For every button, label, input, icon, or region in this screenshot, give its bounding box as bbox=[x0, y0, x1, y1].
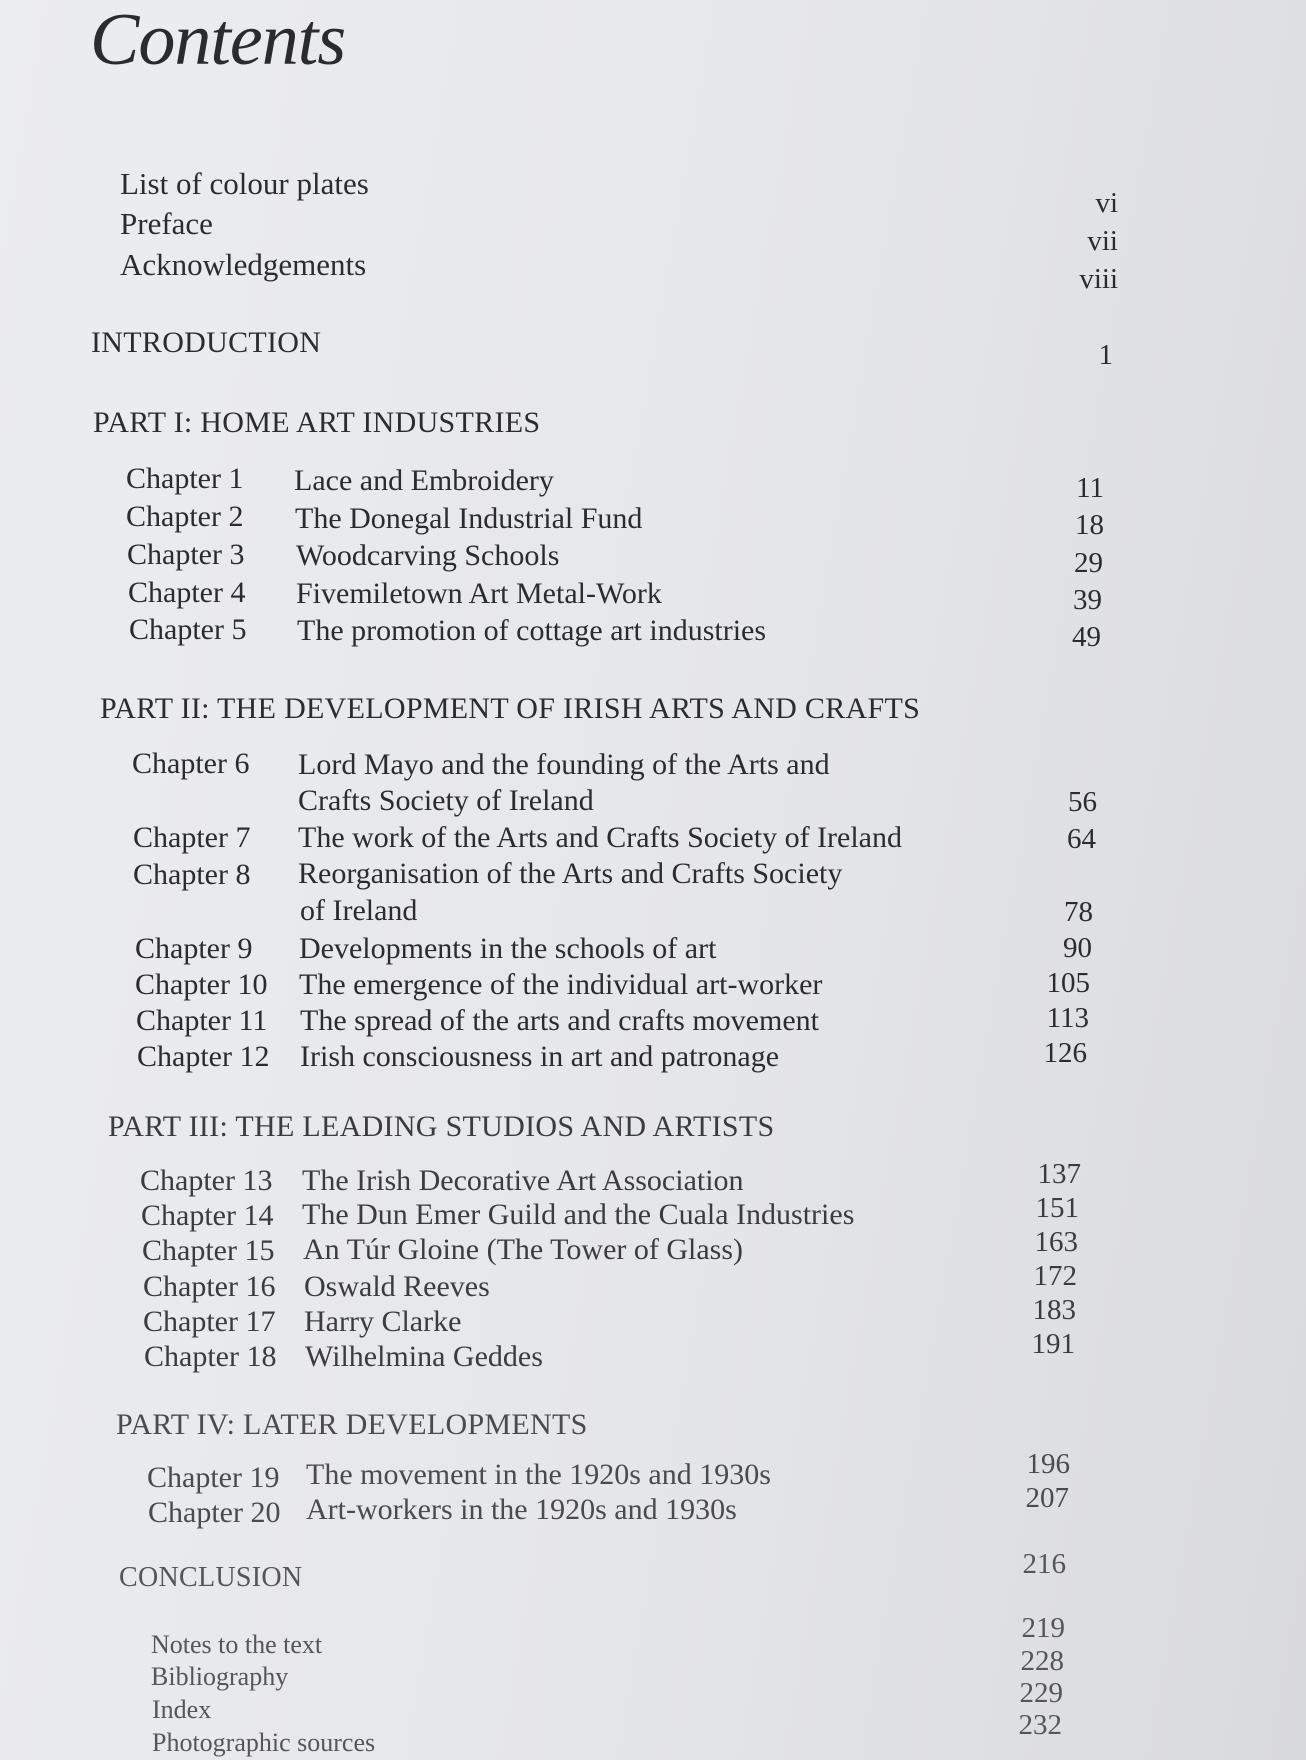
chapter-title: Woodcarving Schools bbox=[296, 539, 560, 572]
chapter-number: Chapter 3 bbox=[127, 538, 245, 571]
chapter-title: The movement in the 1920s and 1930s bbox=[306, 1458, 771, 1491]
toc-page-number: 228 bbox=[1020, 1645, 1064, 1677]
toc-page-number: 183 bbox=[1032, 1294, 1076, 1326]
toc-page-number: 151 bbox=[1035, 1192, 1079, 1224]
toc-entry-acknowledgements: Acknowledgements bbox=[120, 247, 367, 282]
toc-entry-preface: Preface bbox=[120, 206, 213, 241]
chapter-number: Chapter 1 bbox=[126, 462, 244, 495]
toc-page-number: 29 bbox=[1074, 547, 1103, 579]
part-heading: PART IV: LATER DEVELOPMENTS bbox=[116, 1408, 588, 1441]
chapter-title: The spread of the arts and crafts movement bbox=[300, 1004, 819, 1037]
toc-page-number: 90 bbox=[1063, 932, 1092, 964]
chapter-title: The promotion of cottage art industries bbox=[297, 614, 767, 647]
chapter-title: The work of the Arts and Crafts Society of Ireland bbox=[298, 821, 902, 854]
chapter-number: Chapter 10 bbox=[135, 968, 268, 1001]
toc-page-number: 18 bbox=[1075, 509, 1104, 541]
toc-page-number: 11 bbox=[1076, 472, 1104, 504]
toc-page-number: 196 bbox=[1026, 1448, 1070, 1480]
chapter-number: Chapter 5 bbox=[129, 613, 247, 646]
chapter-title-line2: Crafts Society of Ireland bbox=[298, 784, 594, 817]
chapter-number: Chapter 2 bbox=[126, 500, 244, 533]
toc-entry-notes: Notes to the text bbox=[151, 1630, 323, 1659]
chapter-number: Chapter 12 bbox=[137, 1040, 270, 1073]
page-title: Contents bbox=[90, 0, 346, 81]
chapter-number: Chapter 14 bbox=[141, 1199, 274, 1232]
chapter-title: Wilhelmina Geddes bbox=[305, 1340, 543, 1373]
chapter-title: Developments in the schools of art bbox=[299, 932, 717, 965]
toc-page-number: 39 bbox=[1073, 584, 1102, 616]
chapter-number: Chapter 18 bbox=[144, 1340, 277, 1373]
chapter-title-line2: of Ireland bbox=[300, 894, 418, 927]
toc-page-number: 78 bbox=[1064, 896, 1093, 928]
chapter-number: Chapter 15 bbox=[142, 1234, 275, 1267]
chapter-number: Chapter 13 bbox=[140, 1164, 273, 1197]
chapter-title: Harry Clarke bbox=[304, 1305, 462, 1338]
chapter-title: The Donegal Industrial Fund bbox=[295, 502, 643, 535]
chapter-number: Chapter 4 bbox=[128, 576, 246, 609]
chapter-number: Chapter 16 bbox=[143, 1270, 276, 1303]
chapter-title: The Dun Emer Guild and the Cuala Industries bbox=[302, 1198, 855, 1231]
chapter-title-line1: Reorganisation of the Arts and Crafts Society bbox=[298, 857, 843, 890]
chapter-title: Art-workers in the 1920s and 1930s bbox=[306, 1493, 737, 1526]
chapter-title: Oswald Reeves bbox=[304, 1270, 490, 1303]
toc-page-number: 113 bbox=[1046, 1002, 1089, 1034]
toc-page-number: 49 bbox=[1072, 621, 1101, 653]
chapter-number: Chapter 17 bbox=[143, 1305, 276, 1338]
chapter-number: Chapter 7 bbox=[133, 821, 251, 854]
toc-page-number: 216 bbox=[1022, 1548, 1066, 1580]
toc-page-number: 137 bbox=[1037, 1158, 1081, 1190]
chapter-number: Chapter 6 bbox=[132, 747, 250, 780]
chapter-title: Lace and Embroidery bbox=[294, 464, 554, 497]
toc-page-number: 56 bbox=[1068, 786, 1097, 818]
toc-entry-index: Index bbox=[152, 1695, 212, 1724]
toc-page-number: 232 bbox=[1018, 1709, 1062, 1741]
toc-entry-bibliography: Bibliography bbox=[151, 1662, 289, 1691]
chapter-title: The Irish Decorative Art Association bbox=[302, 1164, 744, 1197]
chapter-title: The emergence of the individual art-worker bbox=[299, 968, 823, 1001]
toc-entry-introduction: INTRODUCTION bbox=[91, 326, 322, 359]
toc-page-number: 207 bbox=[1025, 1482, 1069, 1514]
chapter-number: Chapter 20 bbox=[148, 1496, 281, 1529]
chapter-title: An Túr Gloine (The Tower of Glass) bbox=[303, 1233, 744, 1266]
toc-page-number: 191 bbox=[1031, 1328, 1075, 1360]
chapter-title-line1: Lord Mayo and the founding of the Arts and bbox=[298, 748, 830, 781]
chapter-number: Chapter 8 bbox=[133, 858, 251, 891]
chapter-number: Chapter 9 bbox=[135, 932, 253, 965]
toc-page-number: vi bbox=[1095, 187, 1118, 219]
toc-page-number: 229 bbox=[1019, 1677, 1063, 1709]
toc-page-number: 172 bbox=[1033, 1260, 1077, 1292]
part-heading: PART III: THE LEADING STUDIOS AND ARTISTS bbox=[108, 1110, 775, 1143]
toc-page-number: 105 bbox=[1046, 967, 1090, 999]
chapter-title: Fivemiletown Art Metal-Work bbox=[296, 577, 662, 610]
toc-entry-colour-plates: List of colour plates bbox=[120, 166, 369, 201]
part-heading: PART II: THE DEVELOPMENT OF IRISH ARTS AND CRAFTS bbox=[100, 692, 921, 725]
toc-entry-conclusion: CONCLUSION bbox=[119, 1562, 303, 1593]
chapter-title: Irish consciousness in art and patronage bbox=[300, 1040, 780, 1073]
toc-entry-photographic-sources: Photographic sources bbox=[152, 1728, 376, 1757]
toc-page-number: vii bbox=[1087, 225, 1118, 257]
toc-page-number: 64 bbox=[1067, 823, 1096, 855]
chapter-number: Chapter 19 bbox=[147, 1461, 280, 1494]
toc-page-number: 219 bbox=[1021, 1612, 1065, 1644]
toc-page-number: 126 bbox=[1043, 1037, 1087, 1069]
toc-page-number: 163 bbox=[1034, 1226, 1078, 1258]
toc-page-number: 1 bbox=[1098, 339, 1113, 371]
part-heading: PART I: HOME ART INDUSTRIES bbox=[93, 406, 541, 439]
toc-page-number: viii bbox=[1079, 263, 1118, 295]
chapter-number: Chapter 11 bbox=[136, 1004, 268, 1037]
